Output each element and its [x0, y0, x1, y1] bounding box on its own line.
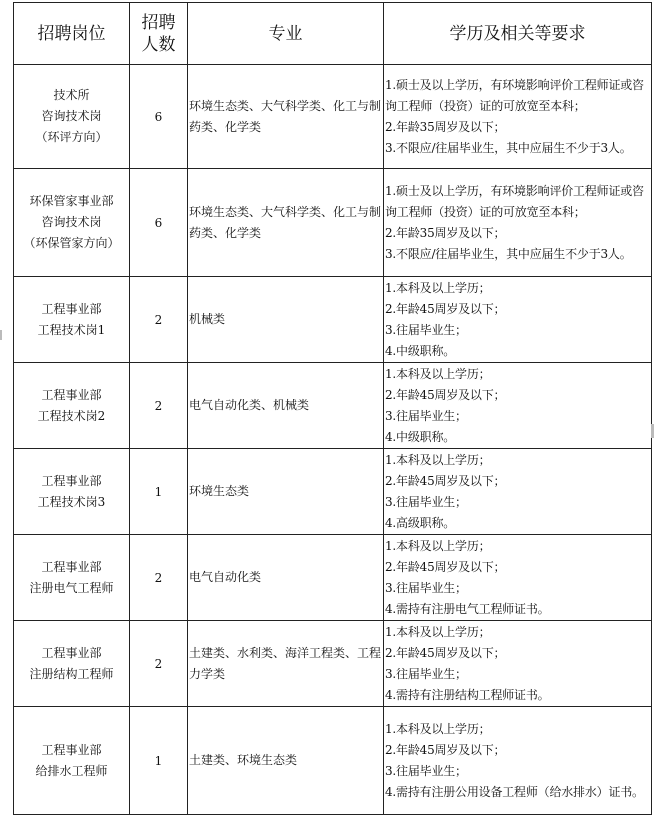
count-cell: 6: [130, 65, 188, 169]
requirement-item: 2.年龄45周岁及以下；: [385, 473, 506, 488]
header-position: 招聘岗位: [14, 3, 130, 65]
count-cell: 2: [130, 363, 188, 449]
major-cell: 电气自动化类: [188, 535, 384, 621]
major-cell: 土建类、水利类、海洋工程类、工程力学类: [188, 621, 384, 707]
requirement-item: 3.往届毕业生；: [385, 494, 467, 509]
requirement-item: 3.往届毕业生；: [385, 408, 467, 423]
requirements-cell: [384, 707, 652, 815]
requirement-item: 1.硕士及以上学历，有环境影响评价工程师证或咨询工程师（投资）证的可放宽至本科；: [385, 77, 644, 113]
requirement-item: 1.本科及以上学历；: [385, 366, 491, 381]
major-cell: 环境生态类: [188, 449, 384, 535]
requirement-item: 2.年龄35周岁及以下；: [385, 225, 506, 240]
table-row: [14, 277, 652, 363]
requirement-item: 1.本科及以上学历；: [385, 624, 491, 639]
requirements-cell: [384, 449, 652, 535]
position-cell: 工程事业部 工程技术岗2: [14, 363, 130, 449]
requirement-item: 1.本科及以上学历；: [385, 280, 491, 295]
table-row: [14, 449, 652, 535]
table-row: [14, 707, 652, 815]
position-cell: 工程事业部 注册电气工程师: [14, 535, 130, 621]
position-cell: 工程事业部 给排水工程师: [14, 707, 130, 815]
requirement-item: 4.需持有注册结构工程师证书。: [385, 687, 550, 702]
position-cell: 技术所 咨询技术岗 （环评方向）: [14, 65, 130, 169]
table-body: [14, 65, 652, 815]
count-cell: 1: [130, 707, 188, 815]
major-cell: 土建类、环境生态类: [188, 707, 384, 815]
count-cell: 2: [130, 277, 188, 363]
position-cell: 工程事业部 工程技术岗3: [14, 449, 130, 535]
table-row: [14, 65, 652, 169]
position-cell: 环保管家事业部 咨询技术岗 （环保管家方向）: [14, 169, 130, 277]
requirement-item: 4.中级职称。: [385, 343, 456, 358]
major-cell: 环境生态类、大气科学类、化工与制药类、化学类: [188, 169, 384, 277]
requirement-item: 3.往届毕业生；: [385, 322, 467, 337]
requirement-item: 2.年龄45周岁及以下；: [385, 301, 506, 316]
recruitment-table: [13, 2, 652, 815]
requirement-item: 1.本科及以上学历；: [385, 721, 491, 736]
requirement-item: 2.年龄45周岁及以下；: [385, 387, 506, 402]
requirement-item: 2.年龄35周岁及以下；: [385, 119, 506, 134]
requirement-item: 3.往届毕业生；: [385, 666, 467, 681]
count-cell: 1: [130, 449, 188, 535]
header-major: 专业: [188, 3, 384, 65]
table-row: [14, 363, 652, 449]
requirement-item: 1.硕士及以上学历，有环境影响评价工程师证或咨询工程师（投资）证的可放宽至本科；: [385, 183, 644, 219]
requirement-item: 3.不限应/往届毕业生，其中应届生不少于3人。: [385, 140, 632, 155]
requirement-item: 2.年龄45周岁及以下；: [385, 645, 506, 660]
requirements-cell: [384, 621, 652, 707]
requirement-item: 3.往届毕业生；: [385, 580, 467, 595]
requirements-cell: [384, 277, 652, 363]
requirement-item: 1.本科及以上学历；: [385, 452, 491, 467]
requirements-cell: [384, 535, 652, 621]
position-cell: 工程事业部 注册结构工程师: [14, 621, 130, 707]
requirement-item: 4.需持有注册电气工程师证书。: [385, 601, 550, 616]
table-row: [14, 535, 652, 621]
count-cell: 2: [130, 535, 188, 621]
count-cell: 2: [130, 621, 188, 707]
requirement-item: 1.本科及以上学历；: [385, 538, 491, 553]
requirement-item: 4.需持有注册公用设备工程师（给水排水）证书。: [385, 784, 644, 799]
major-cell: 电气自动化类、机械类: [188, 363, 384, 449]
major-cell: 环境生态类、大气科学类、化工与制药类、化学类: [188, 65, 384, 169]
header-count: 招聘 人数: [130, 3, 188, 65]
header-requirements: 学历及相关等要求: [384, 3, 652, 65]
requirements-cell: [384, 363, 652, 449]
requirements-cell: [384, 65, 652, 169]
major-cell: 机械类: [188, 277, 384, 363]
header-row: [14, 3, 652, 65]
page-edge-mark: [0, 330, 2, 340]
requirement-item: 2.年龄45周岁及以下；: [385, 742, 506, 757]
requirement-item: 3.不限应/往届毕业生，其中应届生不少于3人。: [385, 246, 632, 261]
requirement-item: 3.往届毕业生；: [385, 763, 467, 778]
requirement-item: 4.高级职称。: [385, 515, 456, 530]
requirements-cell: [384, 169, 652, 277]
requirement-item: 4.中级职称。: [385, 429, 456, 444]
position-cell: 工程事业部 工程技术岗1: [14, 277, 130, 363]
count-cell: 6: [130, 169, 188, 277]
table-row: [14, 169, 652, 277]
requirement-item: 2.年龄45周岁及以下；: [385, 559, 506, 574]
table-row: [14, 621, 652, 707]
